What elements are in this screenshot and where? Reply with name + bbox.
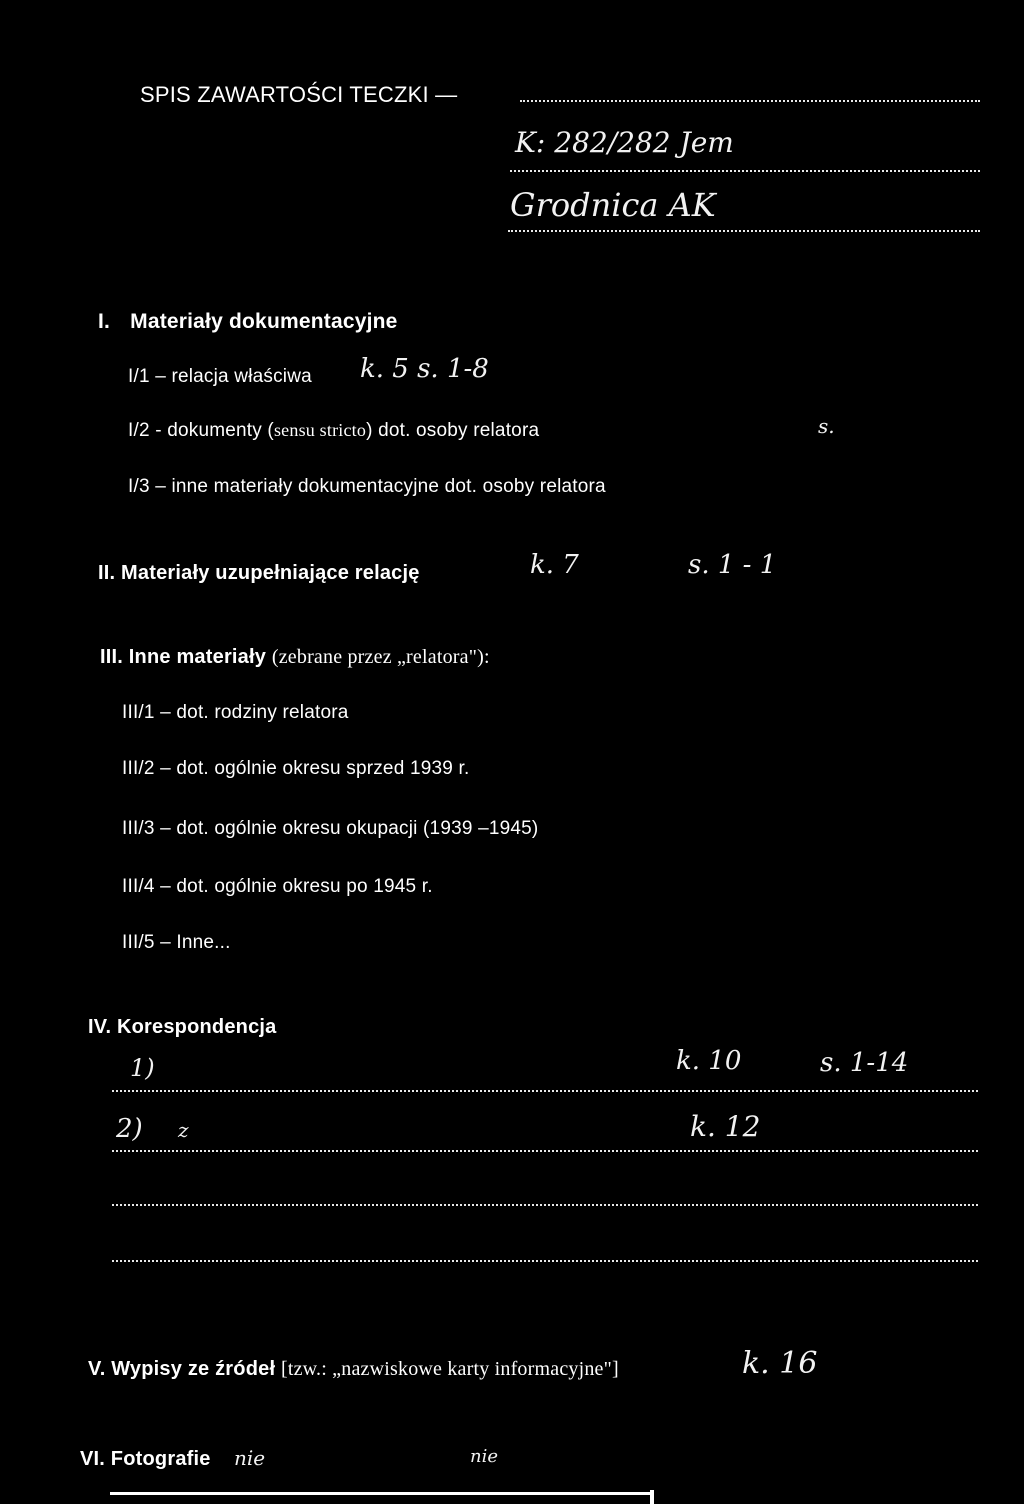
section-label: V. Wypisy ze źródeł [88,1358,276,1380]
handwritten-row-number: 1) [130,1054,155,1082]
page-title: SPIS ZAWARTOŚCI TECZKI — [140,82,458,107]
fill-line [112,1090,978,1092]
section-V-heading [88,1358,619,1381]
fill-line [112,1150,978,1152]
section-II-heading: II. Materiały uzupełniające relację [98,562,420,584]
handwritten-signature-number: K: 282/282 Jem [515,126,734,159]
item-III-3: III/3 – dot. ogólnie okresu okupacji (1939 –1945) [122,818,539,839]
fill-line [510,170,980,172]
section-label: III. Inne materiały [100,646,267,668]
handwritten-note: nie [234,1446,266,1470]
handwritten-note: k. 5 s. 1-8 [360,354,489,384]
handwritten-note: z [178,1118,189,1142]
item-label: I/2 - dokumenty ( [128,420,274,441]
item-III-1: III/1 – dot. rodziny relatora [122,702,349,723]
bottom-rule [110,1492,650,1495]
handwritten-note: k. 16 [742,1346,818,1381]
item-III-2: III/2 – dot. ogólnie okresu sprzed 1939 r. [122,758,470,779]
handwritten-note: k. 7 [530,550,579,580]
handwritten-note: nie [470,1446,499,1467]
handwritten-location: Grodnica AK [510,186,716,224]
handwritten-note: s. 1 - 1 [688,550,777,580]
section-label-note: [tzw.: „nazwiskowe karty informacyjne"] [280,1358,619,1380]
item-III-4: III/4 – dot. ogólnie okresu po 1945 r. [122,876,433,897]
section-III-heading [100,646,490,669]
fill-line [112,1204,978,1206]
handwritten-note: k. 12 [690,1110,761,1143]
fill-line [112,1260,978,1262]
item-label-end: ) dot. osoby relatora [366,420,540,441]
item-I-2 [128,420,539,442]
handwritten-note: s. [818,414,835,438]
section-number: I. [98,310,111,333]
handwritten-row-number: 2) [116,1114,143,1144]
item-I-1: I/1 – relacja właściwa [128,366,312,387]
fill-line [520,100,980,102]
section-IV-heading: IV. Korespondencja [88,1016,277,1038]
handwritten-note: k. 10 [676,1046,742,1076]
fill-line [508,230,980,232]
item-III-5: III/5 – Inne... [122,932,231,953]
item-I-3: I/3 – inne materiały dokumentacyjne dot. osoby relatora [128,476,606,497]
bottom-rule-edge [650,1490,654,1504]
section-label: VI. Fotografie [80,1448,211,1470]
section-label-note: (zebrane przez „relatora"): [271,646,490,668]
section-I-heading [98,310,398,334]
item-label-latin: sensu stricto [273,420,367,440]
section-VI-heading [80,1448,211,1471]
handwritten-note: s. 1-14 [820,1048,909,1078]
section-label: Materiały dokumentacyjne [130,310,398,333]
